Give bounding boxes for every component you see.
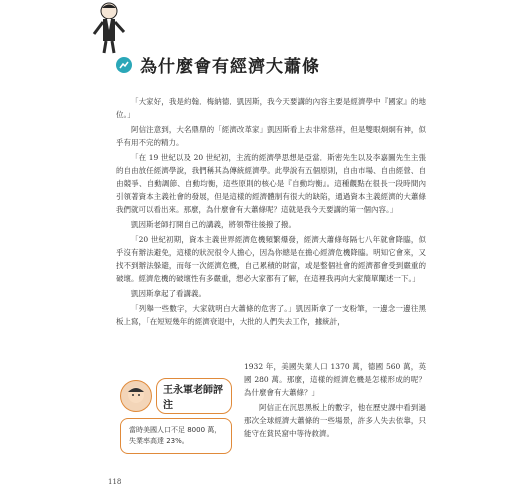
paragraph: 阿信正在沉思黑板上的數字，他在歷史課中看到過那次全球經濟大蕭條的一些場景，許多人失去依靠，只能守在貧民窟中等待救濟。 [244, 403, 426, 438]
paragraph: 「大家好，我是約翰．梅納德．凱因斯，我今天要講的內容主要是經濟學中『國家』的地位。」 [116, 97, 426, 119]
chart-trend-icon [116, 57, 132, 73]
paragraph: 1932 年，美國失業人口 1370 萬，德國 560 萬，英國 280 萬。那麼，這樣的經濟危機是怎樣形成的呢？為什麼會有大蕭條？」 [244, 362, 426, 397]
paragraph: 凱因斯老師打開自己的講義，將領帶往後撥了撥。 [131, 220, 296, 229]
teacher-avatar-icon [120, 380, 152, 412]
paragraph: 阿信注意到，大名鼎鼎的「經濟改革家」凱因斯看上去非常慈祥，但是雙眼炯炯有神，似乎有用不完的精力。 [116, 125, 426, 147]
comment-header [120, 378, 232, 414]
page-title: 為什麼會有經濟大蕭條 [140, 57, 320, 77]
paragraph: 「在 19 世紀以及 20 世紀初，主流的經濟學思想是亞當．斯密先生以及李嘉圖先生主張的自由放任經濟學說，我們稱其為傳統經濟學。此學說有五個原則，自由市場、自由經營、自由競爭、自動調節、自動均衡，這些原則的核心是『自動均衡』。這種觀點在很長一段時間內引領著資本主義社會的發展，但是這樣的經濟體制有很大的缺陷，通過資本主義經濟的大蕭條我們就可以看出來。那麼，為什麼會有大蕭條呢？這就是我今天要講的第一個內容。」 [116, 153, 426, 214]
chapter-heading [116, 52, 320, 77]
comment-label: 王永軍老師評注 [156, 378, 232, 414]
body-text [116, 95, 426, 330]
teacher-comment [120, 378, 232, 454]
page-number: 118 [108, 478, 122, 486]
lower-column [244, 360, 426, 442]
paragraph: 凱因斯拿起了看講義。 [131, 289, 206, 298]
paragraph: 「20 世紀初期，資本主義世界經濟危機頻繁爆發，經濟大蕭條每隔七八年就會降臨，似乎沒有辦法避免，這樣的狀況很令人擔心，因為你總是在擔心經濟危機降臨。明知它會來，又找不到辦法躲避，而每一次經濟危機，自己累積的財富，或是整個社會的經濟都會受到嚴重的破壞。經濟危機的破壞性有多嚴重，想必大家都有了解，在這裡我再向大家簡單闡述一下。」 [116, 235, 426, 283]
paragraph: 「列舉一些數字，大家就明白大蕭條的危害了。」凱因斯拿了一支粉筆，一邊念一邊往黑板上寫，「在短短幾年的經濟衰退中，大批的人們失去工作，據統計， [116, 304, 426, 326]
keynes-cartoon-illustration [86, 0, 132, 54]
comment-box: 當時美國人口不足 8000 萬，失業率高達 23%。 [120, 418, 232, 454]
